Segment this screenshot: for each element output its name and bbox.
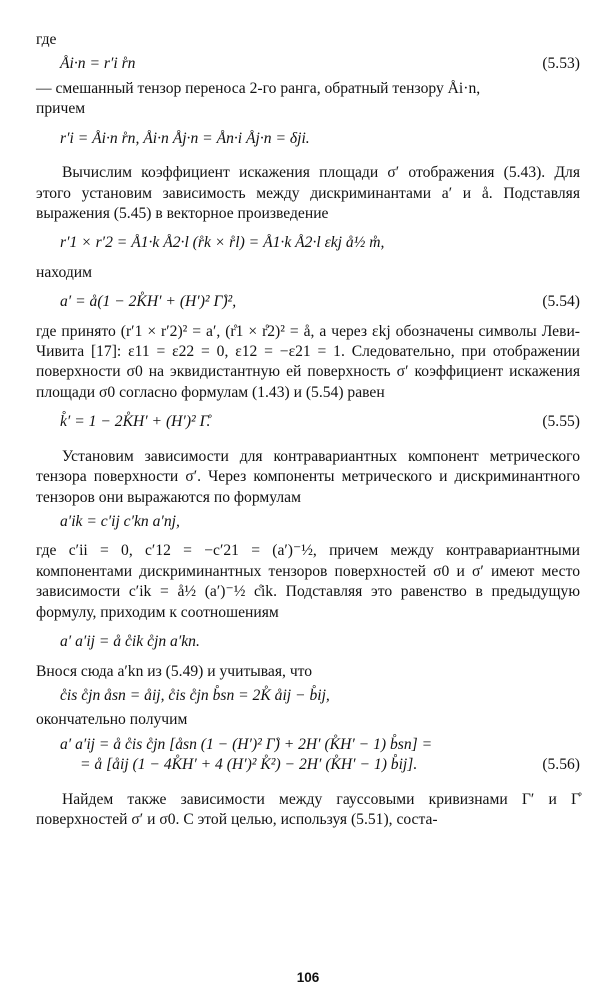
- equation-body: = å [åij (1 − 4K̊H′ + 4 (H′)² K̊²) − 2H′ (K̊H′ − 1) b̊ij].: [80, 756, 418, 774]
- equation-5-54: [36, 292, 580, 312]
- equation-unnumbered: c̊is c̊jn åsn = åij, c̊is c̊jn b̊sn = 2K̊ åij − b̊ij,: [60, 686, 330, 704]
- text-line: окончательно получим: [36, 711, 188, 729]
- equation-number: (5.53): [542, 55, 580, 73]
- paragraph: Найдем также зависимости между гауссовыми кривизнами Γ′ и Γ̊ поверхностей σ′ и σ0. С этой целью, используя (5.51), соста-: [36, 790, 580, 829]
- text-line: причем: [36, 100, 86, 118]
- equation-body: a′ = å(1 − 2K̊H′ + (H′)² Γ̊)²,: [60, 293, 237, 311]
- equation-unnumbered: r′1 × r′2 = Å1·k Å2·l (r̊k × r̊l) = Å1·k Å2·l εkj å½ m̊,: [60, 234, 385, 252]
- text-line: — смешанный тензор переноса 2-го ранга, обратный тензору Åi·n,: [36, 79, 481, 97]
- word-where: где: [36, 31, 57, 48]
- text-line: находим: [36, 263, 92, 281]
- paragraph: где c′ii = 0, c′12 = −c′21 = (a′)⁻½, причем между контравариантными компонентами дискриминантных тензоров поверхностей σ0 и σ′ имеют место зависимости c′ik = å½ (a′)⁻½ c̊ik. Подставляя это равенство в предыдущую формулу, приходим к соотношениям: [36, 542, 580, 621]
- page-number: 106: [296, 970, 320, 985]
- equation-body: k̊′ = 1 − 2K̊H′ + (H′)² Γ̊.: [60, 413, 211, 431]
- equation-number: (5.55): [542, 413, 580, 431]
- equation-unnumbered: a′ik = c′ij c′kn a′nj,: [60, 513, 180, 531]
- equation-5-53: [36, 54, 580, 74]
- paragraph: Вычислим коэффициент искажения площади σ′ отображения (5.43). Для этого установим зависимость между дискриминантами a′ и å. Подставляя выражения (5.45) в векторное произведение: [36, 164, 580, 222]
- equation-unnumbered: r′i = Åi·n r̊n, Åi·n Åj·n = Ån·i Åj·n = δji.: [60, 129, 310, 147]
- equation-5-56-line-2: [36, 755, 580, 775]
- equation-5-55: [36, 412, 580, 432]
- equation-number: (5.56): [542, 756, 580, 774]
- text-line: Внося сюда a′kn из (5.49) и учитывая, что: [36, 662, 313, 680]
- equation-number: (5.54): [542, 293, 580, 311]
- paragraph: где принято (r′1 × r′2)² = a′, (r̊1 × r̊2)² = å, а через εkj обозначены символы Леви-Чивита [17]: ε11 = ε22 = 0, ε12 = −ε21 = 1. Следовательно, при отображении поверхности σ0 на эквидистантную ей поверхность σ′ коэффициент искажения площади σ0 согласно формулам (1.43) и (5.54) равен: [36, 322, 580, 401]
- equation-5-56-line-1: a′ a′ij = å c̊is c̊jn [åsn (1 − (H′)² Γ̊) + 2H′ (K̊H′ − 1) b̊sn] =: [60, 735, 433, 753]
- equation-unnumbered: a′ a′ij = å c̊ik c̊jn a′kn.: [60, 633, 200, 651]
- paragraph: Установим зависимости для контравариантных компонент метрического тензора поверхности σ′. Через компоненты метрического и дискриминантного тензоров они выражаются по формулам: [36, 447, 580, 506]
- equation-body: Åi·n = r′i r̊n: [60, 55, 136, 73]
